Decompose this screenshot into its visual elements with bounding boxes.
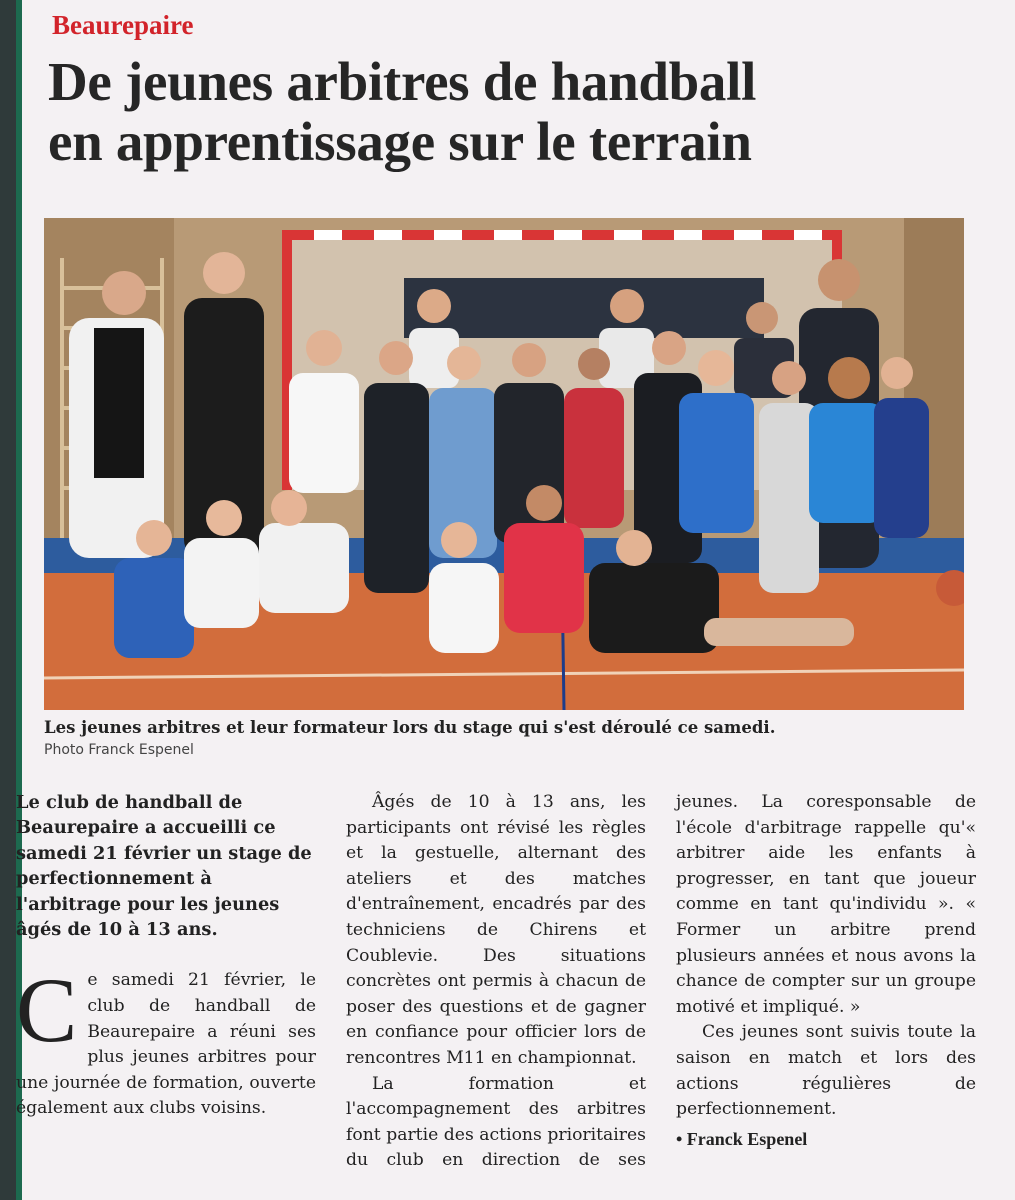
article-paragraph-3: La formation et l'accompagnement des arbitres font partie des actions prioritaires du club en direction de ses jeunes. La coresponsable de l'école d'arbitrage rappelle qu'« arbitrer aide les enfants à progresser, en tant que joueur comme en tant qu'individu ». « Former un arbitre prend plusieurs années et nous avons la chance de compter sur un groupe motivé et impliqué. » xyxy=(346,792,976,1171)
group-photo-illustration xyxy=(44,218,964,710)
article-paragraph-4: Ces jeunes sont suivis toute la saison en match et lors des actions régulières de perfectionnement. xyxy=(676,1022,976,1120)
article-paragraph-2: Âgés de 10 à 13 ans, les participants ont révisé les règles et la gestuelle, alternant des ateliers et des matches d'entraînement, encadrés par des techniciens de Chirens et Coublevie. Des situations concrètes ont permis à chacun de poser des questions et de gagner en confiance pour officier lors de rencontres M11 en championnat. xyxy=(346,792,646,1068)
article-columns-2-3 xyxy=(346,790,976,1180)
article-paragraph-1-text: e samedi 21 février, le club de handball de Beaurepaire a réuni ses plus jeunes arbitres pour une journée de formation, ouverte également aux clubs voisins. xyxy=(16,970,316,1119)
photo-credit: Photo Franck Espenel xyxy=(44,742,194,758)
newspaper-page xyxy=(16,0,1015,1200)
section-label: Beaurepaire xyxy=(52,10,194,40)
drop-cap: C xyxy=(16,959,78,1062)
article-photo xyxy=(44,218,964,710)
article-paragraph-1 xyxy=(16,959,316,1122)
article-author: • Franck Espenel xyxy=(676,1128,808,1149)
article-chapo: Le club de handball de Beaurepaire a accueilli ce samedi 21 février un stage de perfectionnement à l'arbitrage pour les jeunes âgés de 10 à 13 ans. xyxy=(16,792,312,941)
headline-line-2: en apprentissage sur le terrain xyxy=(48,111,752,172)
headline-line-1: De jeunes arbitres de handball xyxy=(48,51,757,112)
headline xyxy=(48,52,988,172)
photo-caption: Les jeunes arbitres et leur formateur lors du stage qui s'est déroulé ce samedi. xyxy=(44,718,776,737)
article-column-1 xyxy=(16,790,316,1122)
